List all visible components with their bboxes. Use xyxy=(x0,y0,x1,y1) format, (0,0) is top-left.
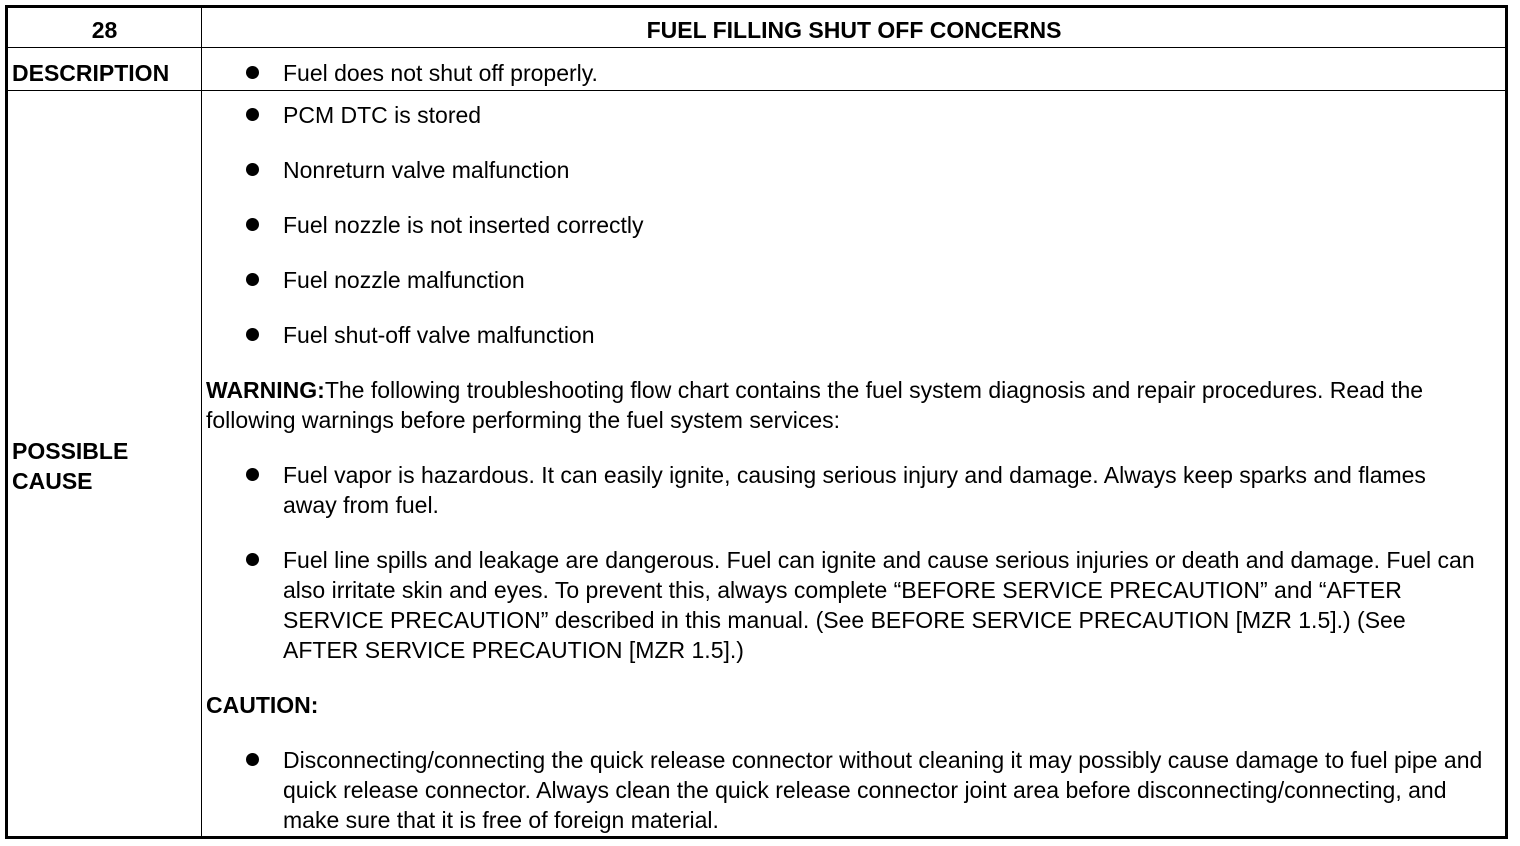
bullet-icon xyxy=(246,66,259,79)
warning-item-text: Fuel vapor is hazardous. It can easily ignite, causing serious injury and damage. Always keep sparks and flames away from fuel. xyxy=(283,462,1426,518)
description-text: Fuel does not shut off properly. xyxy=(283,60,598,86)
warning-label: WARNING: xyxy=(206,377,325,403)
bullet-icon xyxy=(246,108,259,121)
bullet-icon xyxy=(246,468,259,481)
cause-text: PCM DTC is stored xyxy=(283,102,482,128)
cause-text: Fuel nozzle is not inserted correctly xyxy=(283,212,644,238)
bullet-icon xyxy=(246,553,259,566)
bullet-icon xyxy=(246,218,259,231)
cause-text: Fuel shut-off valve malfunction xyxy=(283,322,595,348)
bullet-icon xyxy=(246,328,259,341)
cause-text: Fuel nozzle malfunction xyxy=(283,267,525,293)
column-divider xyxy=(201,8,202,836)
description-label: DESCRIPTION xyxy=(12,60,170,86)
warning-text: The following troubleshooting flow chart contains the fuel system diagnosis and repair procedures. Read the following warnings before performing the fuel system services: xyxy=(206,377,1424,433)
cause-text: Nonreturn valve malfunction xyxy=(283,157,570,183)
row-divider-description xyxy=(8,90,1505,91)
row-divider-header xyxy=(8,47,1505,48)
warning-item-text: Fuel line spills and leakage are dangerous. Fuel can ignite and cause serious injuries or death and damage. Fuel can also irritate skin and eyes. To prevent this, always complete “BEFORE SERVICE PRECAUTION” and “AFTER SERVICE PRECAUTION” described in this manual. (See BEFORE SERVICE PRECAUTION [MZR 1.5].) (See AFTER SERVICE PRECAUTION [MZR 1.5].) xyxy=(283,547,1475,663)
possible-cause-label: POSSIBLE CAUSE xyxy=(12,438,129,494)
bullet-icon xyxy=(246,753,259,766)
bullet-icon xyxy=(246,163,259,176)
troubleshooting-table xyxy=(5,5,1508,839)
caution-item-text: Disconnecting/connecting the quick release connector without cleaning it may possibly cause damage to fuel pipe and quick release connector. Always clean the quick release connector joint area before disconnecting/connecting, and make sure that it is free of foreign material. xyxy=(283,747,1483,833)
warning-paragraph xyxy=(206,375,1501,435)
caution-label: CAUTION: xyxy=(206,692,319,718)
troubleshooting-title: FUEL FILLING SHUT OFF CONCERNS xyxy=(646,17,1062,43)
troubleshooting-number: 28 xyxy=(91,17,118,43)
bullet-icon xyxy=(246,273,259,286)
